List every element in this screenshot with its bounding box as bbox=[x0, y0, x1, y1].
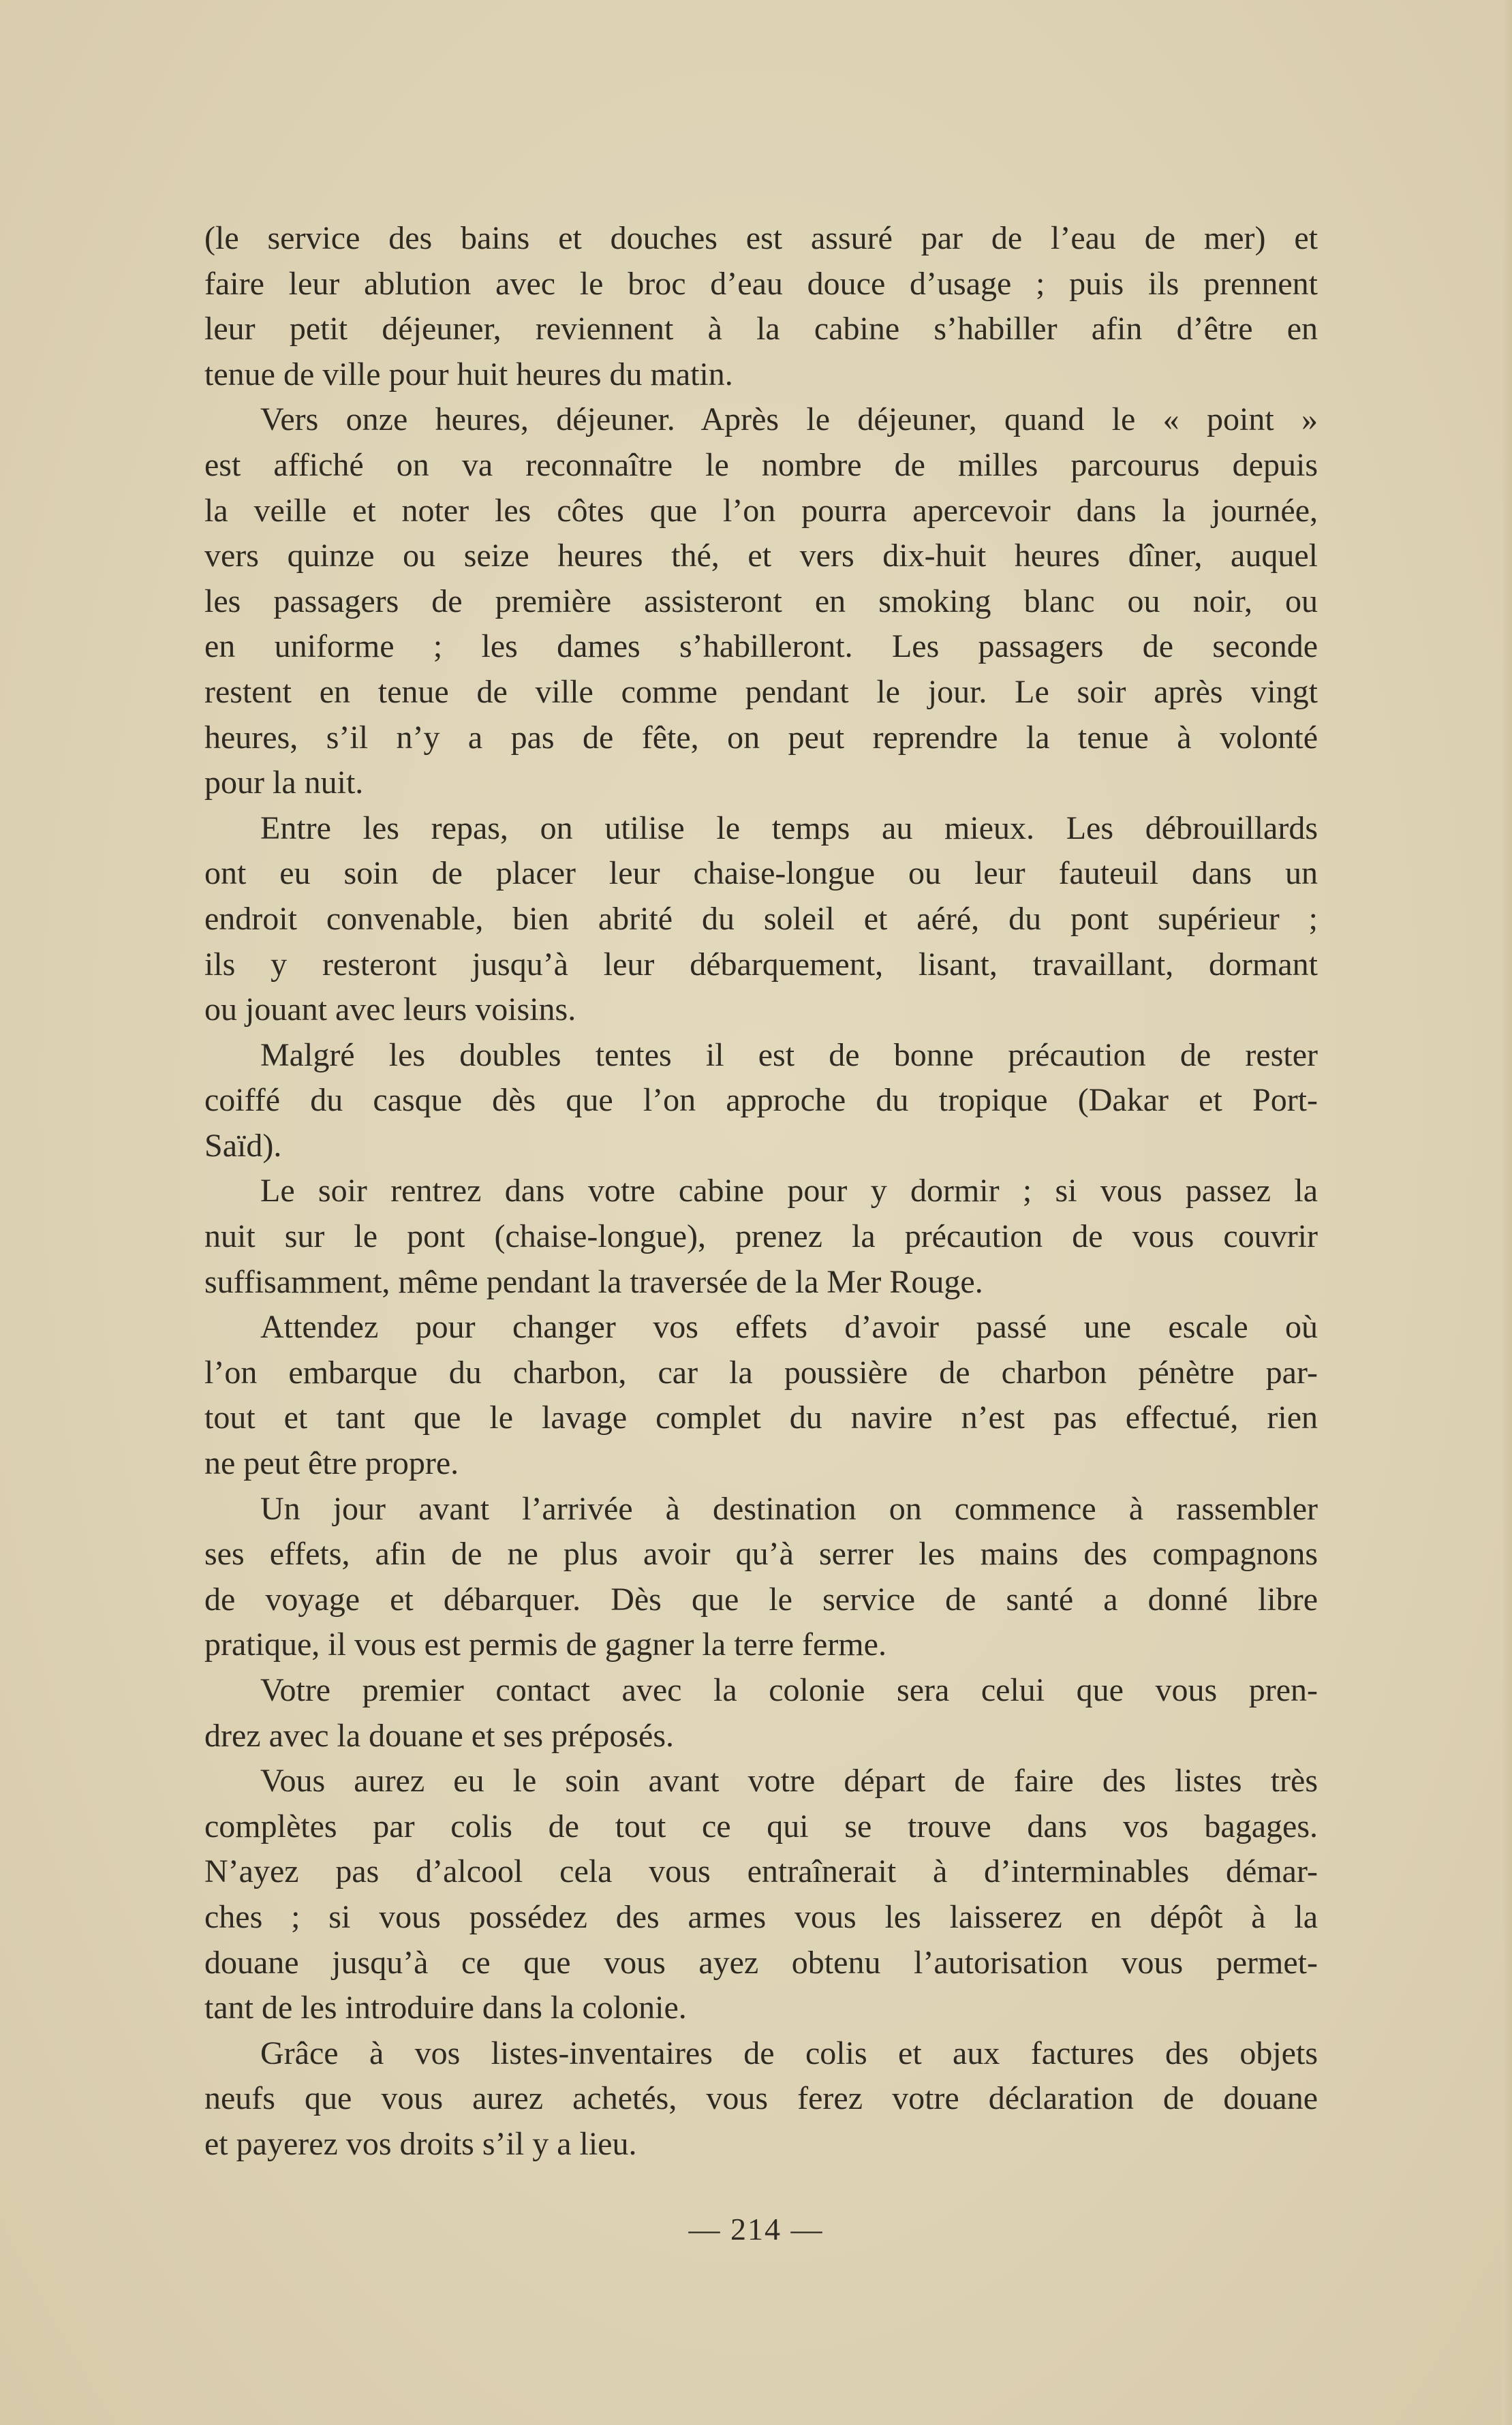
text-line: en uniforme ; les dames s’habilleront. Les passagers de seconde bbox=[204, 628, 1318, 665]
paragraph bbox=[204, 1169, 1318, 1305]
text-line: pour la nuit. bbox=[204, 764, 364, 801]
text-line: ils y resteront jusqu’à leur débarquement, lisant, travaillant, dormant bbox=[204, 946, 1318, 983]
text-line: ches ; si vous possédez des armes vous les laisserez en dépôt à la bbox=[204, 1898, 1318, 1935]
text-line: faire leur ablution avec le broc d’eau douce d’usage ; puis ils prennent bbox=[204, 265, 1318, 302]
paragraph bbox=[204, 216, 1318, 397]
page-edge bbox=[1502, 0, 1512, 2425]
text-line: N’ayez pas d’alcool cela vous entraînerait à d’interminables démar- bbox=[204, 1853, 1318, 1890]
text-line: ou jouant avec leurs voisins. bbox=[204, 991, 576, 1028]
text-line: (le service des bains et douches est assuré par de l’eau de mer) et bbox=[204, 220, 1318, 256]
text-line: tout et tant que le lavage complet du navire n’est pas effectué, rien bbox=[204, 1400, 1318, 1436]
text-line: tenue de ville pour huit heures du matin. bbox=[204, 356, 733, 392]
text-line: pratique, il vous est permis de gagner la terre ferme. bbox=[204, 1626, 886, 1663]
paragraph bbox=[204, 1305, 1318, 1486]
paragraph bbox=[204, 806, 1318, 1033]
text-line: Votre premier contact avec la colonie sera celui que vous pren- bbox=[260, 1672, 1318, 1708]
page-number: — 214 — bbox=[688, 2212, 824, 2246]
text-line: restent en tenue de ville comme pendant le jour. Le soir après vingt bbox=[204, 673, 1318, 710]
text-line: tant de les introduire dans la colonie. bbox=[204, 1990, 687, 2026]
text-line: Le soir rentrez dans votre cabine pour y dormir ; si vous passez la bbox=[260, 1173, 1318, 1209]
text-line: nuit sur le pont (chaise-longue), prenez la précaution de vous couvrir bbox=[204, 1218, 1318, 1255]
paragraph bbox=[204, 2031, 1318, 2167]
text-line: Vous aurez eu le soin avant votre départ de faire des listes très bbox=[260, 1763, 1318, 1800]
text-line: neufs que vous aurez achetés, vous ferez votre déclaration de douane bbox=[204, 2080, 1318, 2117]
text-line: Entre les repas, on utilise le temps au mieux. Les débrouillards bbox=[260, 809, 1318, 846]
text-line: de voyage et débarquer. Dès que le service de santé a donné libre bbox=[204, 1581, 1318, 1618]
paragraph bbox=[204, 1759, 1318, 2031]
text-line: complètes par colis de tout ce qui se trouve dans vos bagages. bbox=[204, 1808, 1318, 1844]
text-line: suffisamment, même pendant la traversée de la Mer Rouge. bbox=[204, 1263, 983, 1300]
text-line: Attendez pour changer vos effets d’avoir passé une escale où bbox=[260, 1309, 1318, 1346]
text-line: Vers onze heures, déjeuner. Après le déjeuner, quand le « point » bbox=[260, 401, 1318, 438]
text-line: douane jusqu’à ce que vous ayez obtenu l’autorisation vous permet- bbox=[204, 1944, 1318, 1981]
text-line: ont eu soin de placer leur chaise-longue ou leur fauteuil dans un bbox=[204, 855, 1318, 892]
text-line: l’on embarque du charbon, car la poussière de charbon pénètre par- bbox=[204, 1354, 1318, 1391]
text-line: et payerez vos droits s’il y a lieu. bbox=[204, 2125, 637, 2162]
text-line: Grâce à vos listes-inventaires de colis et aux factures des objets bbox=[260, 2035, 1318, 2071]
text-line: Malgré les doubles tentes il est de bonne précaution de rester bbox=[260, 1036, 1318, 1073]
text-line: drez avec la douane et ses préposés. bbox=[204, 1717, 675, 1754]
text-line: ne peut être propre. bbox=[204, 1445, 459, 1482]
paragraph bbox=[204, 1033, 1318, 1169]
paragraph bbox=[204, 1668, 1318, 1759]
text-line: heures, s’il n’y a pas de fête, on peut reprendre la tenue à volonté bbox=[204, 719, 1318, 756]
text-line: Saïd). bbox=[204, 1127, 282, 1164]
body-text bbox=[204, 216, 1318, 2167]
text-line: est affiché on va reconnaître le nombre de milles parcourus depuis bbox=[204, 446, 1318, 483]
text-line: leur petit déjeuner, reviennent à la cabine s’habiller afin d’être en bbox=[204, 311, 1318, 347]
text-line: endroit convenable, bien abrité du soleil et aéré, du pont supérieur ; bbox=[204, 900, 1318, 937]
text-line: la veille et noter les côtes que l’on pourra apercevoir dans la journée, bbox=[204, 492, 1318, 529]
text-line: coiffé du casque dès que l’on approche du tropique (Dakar et Port- bbox=[204, 1082, 1318, 1119]
text-line: les passagers de première assisteront en smoking blanc ou noir, ou bbox=[204, 583, 1318, 619]
text-line: Un jour avant l’arrivée à destination on commence à rassembler bbox=[260, 1490, 1318, 1527]
text-line: vers quinze ou seize heures thé, et vers dix-huit heures dîner, auquel bbox=[204, 538, 1318, 574]
paragraph bbox=[204, 397, 1318, 805]
paragraph bbox=[204, 1487, 1318, 1668]
text-line: ses effets, afin de ne plus avoir qu’à serrer les mains des compagnons bbox=[204, 1536, 1318, 1573]
